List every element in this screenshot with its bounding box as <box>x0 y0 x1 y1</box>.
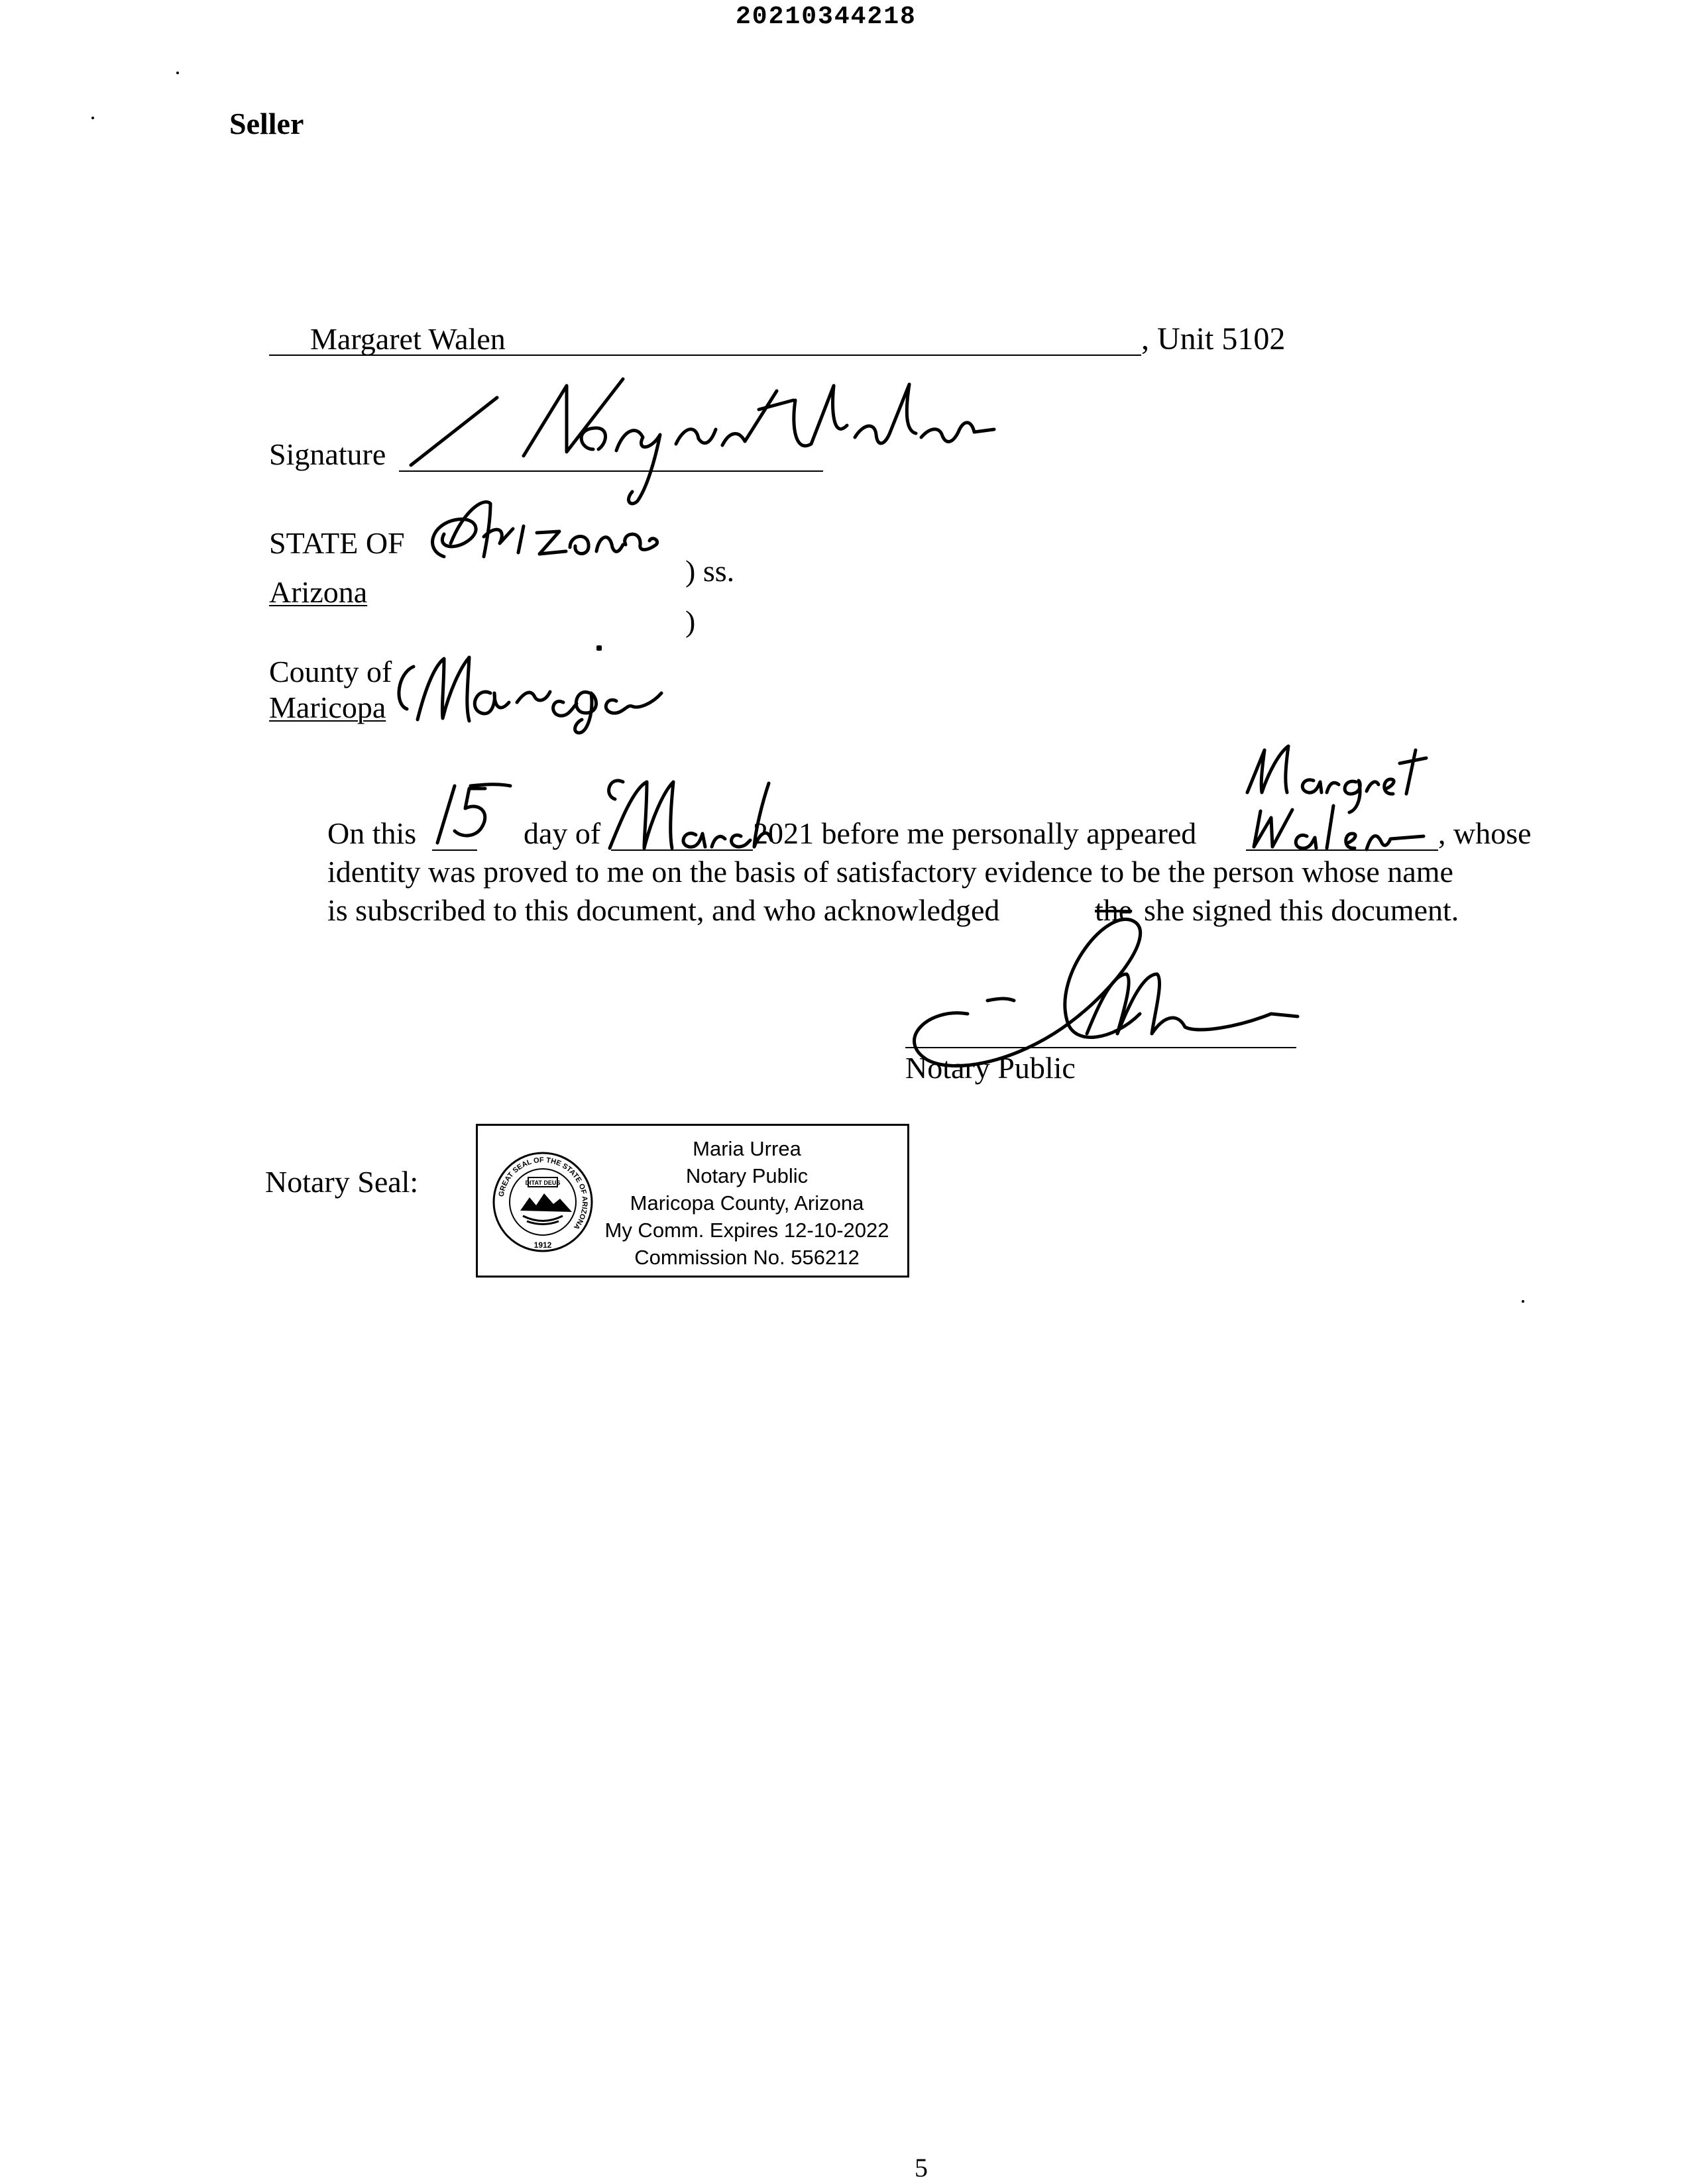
handwritten-month <box>596 762 775 855</box>
ack-struck-word: the <box>1095 893 1133 927</box>
county-typed: Maricopa <box>269 690 386 724</box>
handwritten-day <box>424 777 524 849</box>
seal-motto: DITAT DEUS <box>525 1179 561 1186</box>
arizona-seal-icon <box>490 1138 596 1266</box>
state-ss: ) ss. <box>685 554 735 588</box>
ack-year-text: 2021 before me personally appeared <box>753 816 1197 850</box>
handwritten-county <box>391 647 676 739</box>
scan-speck <box>176 72 179 74</box>
ack-day-of: day of <box>524 816 601 850</box>
stamp-notary-name: Maria Urrea <box>693 1137 801 1160</box>
notary-seal-label: Notary Seal: <box>265 1165 419 1199</box>
handwritten-appeared-name <box>1234 737 1473 853</box>
state-typed: Arizona <box>269 575 368 609</box>
county-label: County of <box>269 655 392 688</box>
day-line <box>432 849 477 851</box>
state-paren: ) <box>685 604 696 638</box>
seller-unit: , Unit 5102 <box>1141 321 1286 356</box>
seller-heading: Seller <box>229 107 304 140</box>
stamp-title: Notary Public <box>685 1164 809 1187</box>
stamp-county: Maricopa County, Arizona <box>630 1191 864 1215</box>
document-number: 20210344218 <box>736 3 917 31</box>
notary-signature-line <box>905 1047 1296 1048</box>
seal-ring-text: GREAT SEAL OF THE STATE OF ARIZONA <box>497 1156 589 1231</box>
scan-speck <box>91 117 94 119</box>
stamp-commission: Commission No. 556212 <box>634 1246 860 1269</box>
ack-line-2: identity was proved to me on the basis of satisfactory evidence to be the person whose name <box>327 855 1453 889</box>
stamp-expires: My Comm. Expires 12-10-2022 <box>604 1219 889 1242</box>
notary-public-label: Notary Public <box>905 1051 1076 1085</box>
handwritten-state <box>424 497 663 570</box>
seller-name: Margaret Walen <box>310 322 506 356</box>
seal-year: 1912 <box>534 1240 552 1250</box>
notary-signature <box>888 914 1352 1067</box>
ack-line-3a: is subscribed to this document, and who acknowledged <box>327 893 1000 927</box>
ack-line-3b: she signed this document. <box>1144 893 1459 927</box>
signature-label: Signature <box>269 437 386 471</box>
notary-stamp <box>476 1124 909 1278</box>
stamp-text-block <box>596 1135 898 1271</box>
ack-on-this: On this <box>327 816 417 850</box>
scan-speck <box>1522 1300 1524 1303</box>
seller-signature <box>398 371 994 497</box>
state-label: STATE OF <box>269 526 405 560</box>
ack-whose: , whose <box>1438 816 1532 850</box>
page-number: 5 <box>915 2153 928 2183</box>
